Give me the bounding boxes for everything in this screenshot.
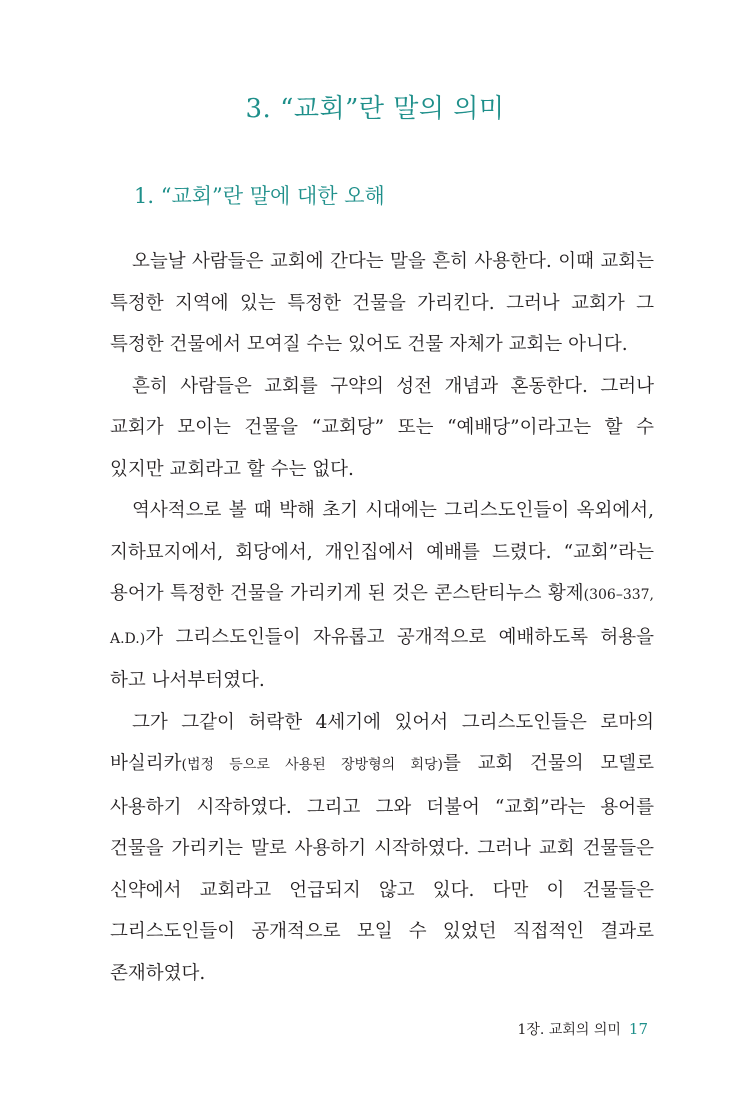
paragraph-4-text-a: 그가 그같이 허락한 4세기에 있어서 그리스도인들은 로마의 바실리카 [110,711,654,774]
chapter-title: 3. “교회”란 말의 의미 [245,94,505,124]
paragraph-4-note: (법정 등으로 사용된 장방형의 회당) [181,757,443,773]
page-footer [518,1019,649,1039]
paragraph-3-text-b: 가 그리스도인들이 자유롭고 공개적으로 예배하도록 허용을 하고 나서부터였다. [110,626,654,691]
paragraph-3 [110,490,654,702]
footer-chapter-label: 1장. 교회의 의미 [517,1022,621,1038]
paragraph-3-note: (306–337, A.D.) [110,587,654,647]
paragraph-2 [110,366,654,491]
paragraph-4 [110,702,654,995]
section-title: 1. “교회”란 말에 대한 오해 [134,184,385,208]
page-number: 17 [628,1020,648,1038]
paragraph-4-text-b: 를 교회 건물의 모델로 사용하기 시작하였다. 그리고 그와 더불어 “교회”라는 용어를 건물을 가리키는 말로 사용하기 시작하였다. 그러나 교회 건물들은 신약에서 교회라고 언급되지 않고 있다. 다만 이 건물들은 그리스도인들이 공개적으로 모일 수 있었던 직접적인 결과로 존재하였다. [110,753,655,984]
paragraph-2-text: 흔히 사람들은 교회를 구약의 성전 개념과 혼동한다. 그러나 교회가 모이는 건물을 “교회당” 또는 “예배당”이라고는 할 수 있지만 교회라고 할 수는 없다. [110,375,654,480]
body-text [110,241,654,994]
paragraph-1-text: 오늘날 사람들은 교회에 간다는 말을 흔히 사용한다. 이때 교회는 특정한 지역에 있는 특정한 건물을 가리킨다. 그러나 교회가 그 특정한 건물에서 모여질 수는 있어도 건물 자체가 교회는 아니다. [110,251,654,355]
paragraph-1 [110,241,654,366]
paragraph-3-text-a: 역사적으로 볼 때 박해 초기 시대에는 그리스도인들이 옥외에서, 지하묘지에서, 회당에서, 개인집에서 예배를 드렸다. “교회”라는 용어가 특정한 건물을 가리키게 된 것은 콘스탄티누스 황제 [110,500,654,604]
